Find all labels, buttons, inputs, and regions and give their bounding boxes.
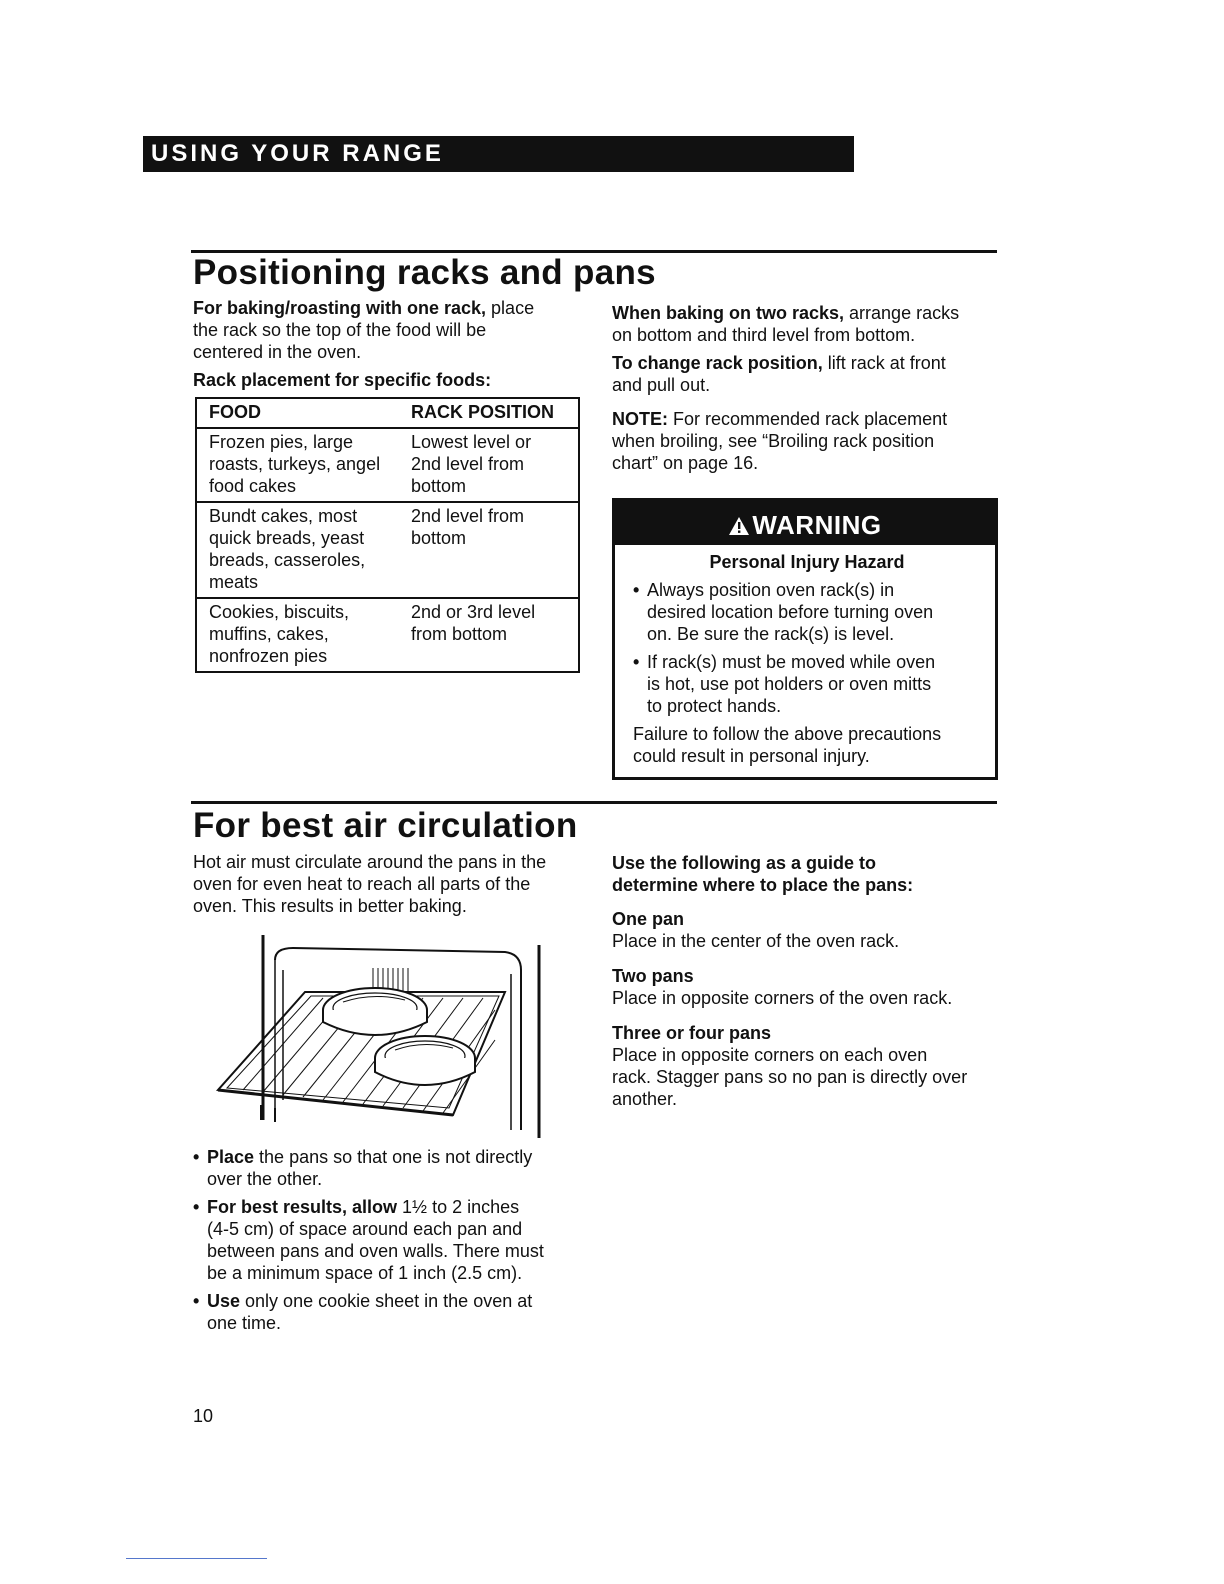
bullet-text: between pans and oven walls. There must [207, 1241, 544, 1261]
one-pan-title: One pan [612, 909, 685, 929]
warning-line: could result in personal injury. [633, 746, 870, 766]
warning-line: to protect hands. [647, 696, 782, 716]
warning-box [612, 498, 998, 780]
oven-rack-illustration [213, 930, 548, 1140]
two-pans-text: Place in opposite corners of the oven rack. [612, 988, 953, 1008]
table-row [197, 598, 580, 671]
air-bullets [193, 1146, 588, 1334]
note-line3: chart” on page 16. [612, 453, 759, 473]
position-line: from bottom [411, 624, 508, 644]
section-rule [191, 801, 997, 804]
intro-bold: For baking/roasting with one rack, [193, 298, 487, 318]
bullet-item [193, 1146, 588, 1190]
food-line: food cakes [209, 476, 297, 496]
intro-rest: place [486, 298, 535, 318]
three-four-text-line: Place in opposite corners on each oven [612, 1045, 928, 1065]
food-line: muffins, cakes, [209, 624, 329, 644]
section-banner [143, 136, 854, 172]
guide-title-line: Use the following as a guide to [612, 853, 877, 873]
warning-line: desired location before turning oven [647, 602, 934, 622]
warning-line: • If rack(s) must be moved while oven [647, 652, 936, 672]
section-title-air: For best air circulation [193, 806, 578, 845]
page-number: 10 [193, 1406, 214, 1426]
air-intro [193, 851, 588, 917]
warning-bullet-2 [633, 651, 981, 717]
position-line: bottom [411, 528, 467, 548]
change-rest: lift rack at front [822, 353, 946, 373]
table-row [197, 428, 580, 502]
warning-line: on. Be sure the rack(s) is level. [647, 624, 895, 644]
food-line: roasts, turkeys, angel [209, 454, 381, 474]
one-pan-text: Place in the center of the oven rack. [612, 931, 900, 951]
table-header-row [197, 398, 580, 428]
intro-paragraph [193, 297, 573, 391]
position-line: 2nd level from [411, 506, 525, 526]
intro-line: oven. This results in better baking. [193, 896, 467, 916]
bullet-text: 1½ to 2 inches [397, 1197, 520, 1217]
header-rack-position: RACK POSITION [399, 398, 580, 428]
three-four-pans-title: Three or four pans [612, 1023, 772, 1043]
food-line: meats [209, 572, 259, 592]
two-racks-rest: arrange racks [844, 303, 960, 323]
bullet-text: be a minimum space of 1 inch (2.5 cm). [207, 1263, 523, 1283]
two-racks-bold: When baking on two racks, [612, 303, 845, 323]
bullet-item [193, 1290, 588, 1334]
note-bold: NOTE: [612, 409, 668, 429]
food-line: nonfrozen pies [209, 646, 328, 666]
warning-header [615, 501, 995, 545]
position-cell [399, 428, 580, 502]
guide-title-line: determine where to place the pans: [612, 875, 914, 895]
warning-subtitle: Personal Injury Hazard [709, 552, 905, 572]
note-line2: when broiling, see “Broiling rack position [612, 431, 935, 451]
footer-divider [126, 1558, 267, 1559]
warning-footer [633, 723, 981, 767]
bullet-text: over the other. [207, 1169, 323, 1189]
bullet-text: (4-5 cm) of space around each pan and [207, 1219, 523, 1239]
food-line: Frozen pies, large [209, 432, 354, 452]
rack-placement-table [195, 397, 580, 673]
food-line: quick breads, yeast [209, 528, 365, 548]
change-line2: and pull out. [612, 375, 711, 395]
warning-title: WARNING [752, 510, 882, 540]
bullet-bold: For best results, allow [207, 1197, 398, 1217]
right-column-racks [612, 302, 997, 474]
bullet-text: only one cookie sheet in the oven at [240, 1291, 533, 1311]
food-line: breads, casseroles, [209, 550, 366, 570]
table-row [197, 502, 580, 598]
two-racks-line2: on bottom and third level from bottom. [612, 325, 916, 345]
position-line: Lowest level or [411, 432, 532, 452]
bullet-bold: Use [207, 1291, 241, 1311]
warning-line: • Always position oven rack(s) in [647, 580, 895, 600]
warning-bullet-1 [633, 579, 981, 645]
note-rest: For recommended rack placement [668, 409, 948, 429]
three-four-text-line: rack. Stagger pans so no pan is directly over [612, 1067, 968, 1087]
warning-line: Failure to follow the above precautions [633, 724, 942, 744]
food-line: Bundt cakes, most [209, 506, 358, 526]
intro-line: oven for even heat to reach all parts of the [193, 874, 531, 894]
position-cell [399, 598, 580, 671]
position-line: bottom [411, 476, 467, 496]
bullet-bold: Place [207, 1147, 255, 1167]
intro-line: Hot air must circulate around the pans in the [193, 852, 547, 872]
banner-title: USING YOUR RANGE [151, 140, 444, 167]
position-cell [399, 502, 580, 598]
warning-line: is hot, use pot holders or oven mitts [647, 674, 932, 694]
intro-line2: the rack so the top of the food will be [193, 320, 487, 340]
warning-triangle-icon [728, 516, 750, 536]
food-line: Cookies, biscuits, [209, 602, 350, 622]
food-cell [197, 502, 399, 598]
bullet-text: the pans so that one is not directly [254, 1147, 533, 1167]
food-cell [197, 428, 399, 502]
food-cell [197, 598, 399, 671]
header-food: FOOD [197, 398, 399, 428]
change-bold: To change rack position, [612, 353, 823, 373]
section-title-racks: Positioning racks and pans [193, 253, 656, 292]
table-caption: Rack placement for specific foods: [193, 370, 492, 390]
bullet-item [193, 1196, 588, 1284]
intro-line3: centered in the oven. [193, 342, 362, 362]
bullet-text: one time. [207, 1313, 282, 1333]
three-four-text-line: another. [612, 1089, 678, 1109]
pan-guide [612, 852, 1007, 1110]
position-line: 2nd or 3rd level [411, 602, 536, 622]
two-pans-title: Two pans [612, 966, 694, 986]
position-line: 2nd level from [411, 454, 525, 474]
